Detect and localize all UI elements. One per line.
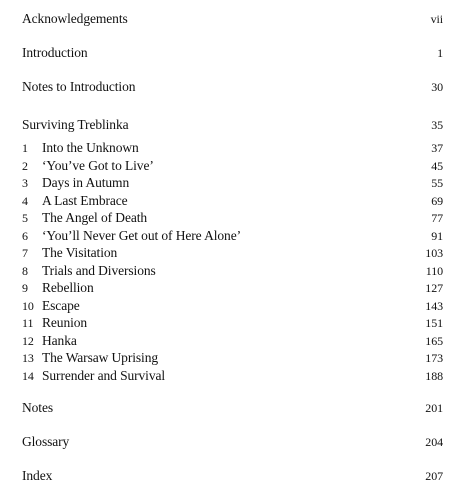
toc-entry-label: Acknowledgements <box>22 11 128 26</box>
toc-chapter <box>22 314 443 332</box>
toc-entry-label: Introduction <box>22 45 88 60</box>
chapter-page: 55 <box>431 176 443 190</box>
chapter-number: 8 <box>22 263 28 278</box>
chapter-title: ‘You’ll Never Get out of Here Alone’ <box>42 227 241 243</box>
chapter-title: Days in Autumn <box>42 175 130 190</box>
chapter-number: 1 <box>22 141 28 155</box>
toc-entry-introduction <box>22 44 443 62</box>
toc-chapter <box>22 227 443 245</box>
chapter-number: 13 <box>22 351 34 365</box>
toc-entry-page: 201 <box>425 401 443 415</box>
chapter-number: 4 <box>22 193 28 208</box>
toc-chapter <box>22 157 443 175</box>
chapter-title: The Angel of Death <box>42 210 148 225</box>
chapter-page: 173 <box>425 351 443 365</box>
chapter-number: 2 <box>22 158 28 173</box>
chapter-title: Hanka <box>42 332 77 348</box>
chapter-title: Trials and Diversions <box>42 262 156 278</box>
chapter-title: The Warsaw Uprising <box>42 350 158 365</box>
chapter-number: 10 <box>22 298 34 313</box>
toc-entry-page: 204 <box>425 435 443 449</box>
chapter-page: 127 <box>425 281 443 295</box>
toc-chapter <box>22 262 443 280</box>
chapter-page: 45 <box>431 158 443 173</box>
chapter-title: A Last Embrace <box>42 192 128 208</box>
chapter-number: 11 <box>22 316 34 330</box>
toc-chapter <box>22 297 443 315</box>
toc-entry-notes <box>22 399 443 417</box>
toc-chapter <box>22 332 443 350</box>
toc-chapter <box>22 139 443 157</box>
toc-chapter <box>22 279 443 297</box>
toc-entry-label: Index <box>22 468 53 483</box>
toc-chapter <box>22 367 443 385</box>
chapter-number: 9 <box>22 281 28 295</box>
toc-entry-label: Glossary <box>22 434 70 449</box>
toc-entry-notes-to-introduction <box>22 78 443 96</box>
chapter-page: 151 <box>425 316 443 330</box>
toc-chapter <box>22 349 443 367</box>
chapter-title: ‘You’ve Got to Live’ <box>42 157 154 173</box>
chapter-page: 91 <box>431 228 443 243</box>
toc-entry-page: 35 <box>431 118 443 132</box>
chapter-number: 7 <box>22 246 28 260</box>
chapter-page: 37 <box>431 141 443 155</box>
chapter-title: Into the Unknown <box>42 140 139 155</box>
chapter-title: Rebellion <box>42 280 94 295</box>
chapter-title: Escape <box>42 297 80 313</box>
chapter-page: 103 <box>425 246 443 260</box>
chapter-number: 6 <box>22 228 28 243</box>
toc-entry-label: Notes to Introduction <box>22 79 136 94</box>
chapter-number: 12 <box>22 333 34 348</box>
chapter-title: The Visitation <box>42 245 118 260</box>
chapter-number: 3 <box>22 176 28 190</box>
chapter-page: 77 <box>431 211 443 225</box>
chapter-page: 69 <box>431 193 443 208</box>
toc-entry-page: 30 <box>431 80 443 94</box>
chapter-title: Surrender and Survival <box>42 367 166 383</box>
toc-entry-page: 207 <box>425 469 443 483</box>
chapter-number: 14 <box>22 368 34 383</box>
toc-entry-page: 1 <box>437 46 443 60</box>
toc-chapter <box>22 244 443 262</box>
toc-chapter <box>22 192 443 210</box>
toc-entry-acknowledgements <box>22 10 443 28</box>
toc-chapter <box>22 209 443 227</box>
chapter-page: 143 <box>425 298 443 313</box>
toc-chapter <box>22 174 443 192</box>
chapter-title: Reunion <box>42 315 88 330</box>
toc-entry-label: Notes <box>22 400 53 415</box>
toc-entry-label: Surviving Treblinka <box>22 117 129 132</box>
toc-entry-page: vii <box>430 12 443 26</box>
toc-entry-index <box>22 467 443 485</box>
toc-entry-glossary <box>22 433 443 451</box>
chapter-number: 5 <box>22 211 28 225</box>
chapter-page: 165 <box>425 333 443 348</box>
chapter-page: 110 <box>425 263 443 278</box>
toc-entry-surviving-treblinka <box>22 116 443 134</box>
chapter-page: 188 <box>425 368 443 383</box>
